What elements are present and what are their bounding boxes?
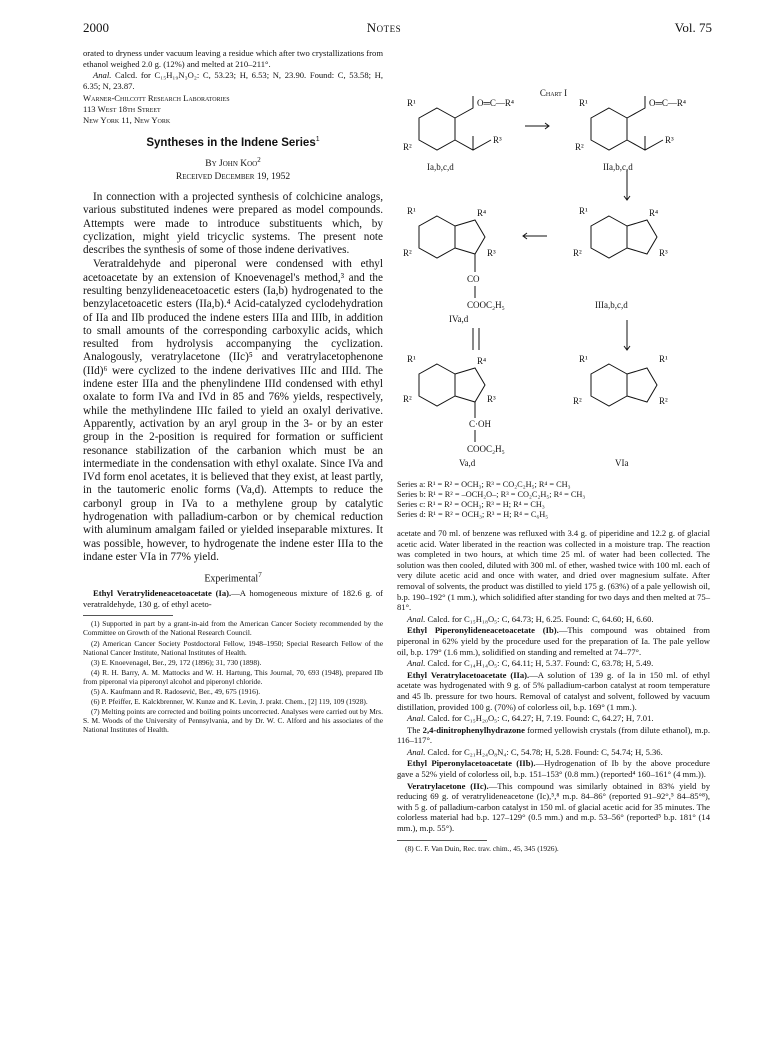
footnote: (2) American Cancer Society Postdoctoral Fellow, 1948–1950; Special Research Fellow of the National Cancer Institute, National Institutes of Health. <box>83 638 383 657</box>
label-R2: R² <box>573 396 582 406</box>
label-R2: R² <box>403 394 412 404</box>
label-ester: COOC₂H₅ <box>467 300 505 310</box>
procedure-paragraph <box>397 670 710 712</box>
series-line: Series c: R¹ = R² = OCH₃; R³ = H; R⁴ = CH₃ <box>397 500 545 509</box>
footnote: (8) C. F. Van Duin, Rec. trav. chim., 45, 345 (1926). <box>405 843 559 853</box>
series-legend <box>397 480 710 520</box>
received-date: Received December 19, 1952 <box>175 172 291 183</box>
procedure-paragraph <box>397 758 710 779</box>
structure-IIIa <box>591 216 657 258</box>
running-head: Notes <box>366 20 402 35</box>
procedure-paragraph <box>397 625 710 657</box>
anal-values: Calcd. for C₁₅H₁₈O₅: C, 64.73; H, 6.25. Found: C, 64.60; H, 6.60. <box>427 613 654 624</box>
author: By John Koo <box>205 158 258 169</box>
footnote: (1) Supported in part by a grant-in-aid from the American Cancer Society recommended by the Committee on Growth of the National Research Council. <box>83 619 383 638</box>
anal-label: Anal. <box>407 613 426 624</box>
anal-values: Calcd. for C₂₁H₂₄O₈N₄: C, 54.78; H, 5.28. Found: C, 54.74; H, 5.36. <box>427 746 663 757</box>
affiliation-line: New York 11, New York <box>83 114 171 125</box>
structure-Va <box>419 364 485 442</box>
compound-label-IIa: IIa,b,c,d <box>603 162 633 172</box>
label-R1: R¹ <box>407 98 416 108</box>
label-R2: R² <box>573 248 582 258</box>
procedure-text: —This compound was obtained from piperonal in 62% yield by the procedure used for the preparation of Ia. The pale yellow oil, b.p. 179° (1.6 mm.), solidified on standing and remelted at 74–77°. <box>397 625 710 657</box>
footnote: (4) R. H. Barry, A. M. Mattocks and W. H. Hartung, This Journal, 70, 693 (1948), prepared IIb from piperonal via piperonyl alcohol and piperonyl chloride. <box>83 667 383 686</box>
procedure-paragraph <box>397 781 710 834</box>
previous-analysis <box>83 70 383 91</box>
section-heading-text: Experimental <box>204 573 259 585</box>
label-R3: R³ <box>659 248 668 258</box>
label-R1: R¹ <box>579 206 588 216</box>
procedure-text: —A homogeneous mixture of 182.6 g. of veratraldehyde, 130 g. of ethyl aceto- <box>83 588 383 609</box>
series-line: Series d: R¹ = R² = OCH₃; R³ = H; R⁴ = C₆H₅ <box>397 510 549 519</box>
label-R2: R² <box>575 142 584 152</box>
anal-label: Anal. <box>93 70 112 81</box>
left-column <box>83 48 383 735</box>
label-R4: R⁴ <box>477 356 487 366</box>
compound-label-IIIa: IIIa,b,c,d <box>595 300 628 310</box>
article-title <box>83 135 383 148</box>
procedure-heading: Ethyl Piperonylideneacetoacetate (Ib). <box>407 625 559 636</box>
series-line: Series a: R¹ = R² = OCH₃; R³ = CO₂C₂H₅; R⁴ = CH₃ <box>397 480 571 489</box>
compound-label-VIa: VIa <box>615 458 629 468</box>
section-heading <box>83 570 383 585</box>
label-R1: R¹ <box>407 206 416 216</box>
footnote: (5) A. Kaufmann and R. Radosević, Ber., 49, 675 (1916). <box>91 687 261 696</box>
affiliation-line: Warner-Chilcott Research Laboratories <box>83 93 230 104</box>
anal-label: Anal. <box>407 713 426 724</box>
procedure-text: —This compound was similarly obtained in 83% yield by reducing 69 g. of veratrylideneacetone (Ic),⁵,⁸ m.p. 84–86° (reported 91–92°,⁵ 84–85°⁸), with 5 g. of palladium-carbon catalyst in 150 ml. of glacial acetic acid for 35 minutes. The colorless material had b.p. 127–129° (0.5 mm.) and m.p. 53–56° (reported⁵ b.p. 181° (14 mm.), m.p. 55°). <box>397 780 710 834</box>
label-R1: R¹ <box>579 354 588 364</box>
footnote: (7) Melting points are corrected and boiling points uncorrected. Analyses were carried out by Mrs. S. M. Woods of the University of Pennsylvania, and by Dr. W. C. Alford and his associates of the National Institutes of Health. <box>83 707 383 735</box>
label-R3: R³ <box>665 135 674 145</box>
label-R2: R² <box>403 142 412 152</box>
label-R1: R¹ <box>407 354 416 364</box>
author-footnote-mark: 2 <box>257 155 261 164</box>
reaction-chart <box>397 88 710 478</box>
page-number: 2000 <box>83 20 109 35</box>
analysis-line <box>397 713 710 724</box>
label-R3: R³ <box>487 248 496 258</box>
procedure-heading: Ethyl Piperonylacetoacetate (IIb). <box>407 758 536 769</box>
chart-title: Chart I <box>539 88 568 98</box>
procedure-text: —A solution of 139 g. of Ia in 150 ml. of ethyl acetate was hydrogenated with 9 g. of 5% palladium-carbon catalyst at room temperature and 45 lb. pressure for two hours. Removal of catalyst and solvent, followed by vacuum distillation, provided 100 g. (70%) of colorless oil, b.p. 169° (1 mm.). <box>397 669 710 712</box>
label-R3: R³ <box>487 394 496 404</box>
footnote: (3) E. Knoevenagel, Ber., 29, 172 (1896); 31, 730 (1898). <box>91 657 262 667</box>
procedure-heading: 2,4-dinitrophenylhydrazone <box>422 724 525 735</box>
intro-paragraph: Veratraldehyde and piperonal were condensed with ethyl acetoacetate by an extension of Knoevenagel's method,³ and the resulting benzylideneacetoacetic esters (Ia,b) hydrogenated to the benzylacetoacetic esters (IIa,b).⁴ Acid-catalyzed cyclodehydration of IIa and IIb produced the indene esters IIIa and IIIb, in addition to small amounts of the corresponding carboxylic acids, which resulted from hydrolysis accompanying the cyclization. Analogously, veratrylacetone (IIc)⁵ and veratrylacetophenone (IId)⁶ were cyclized to the indene derivatives IIIc and IIId. The indene ester IIIa and the phenylindene IIId condensed with ethyl oxalate to form IVa and IVd in 85 and 76% yields, respectively, while the methylindene IIIc failed to yield an oxalyl derivative. Apparently, activation by an aryl group in the 3- or by an ester group in the 2-position is required for formation or sufficient resonance stabilization of the carbanion which must be an intermediate in the condensation with ethyl oxalate. Since IVa and IVd form enol acetates, it is believed that they exist, at least partly, in the tautomeric enolic forms (Va,d). Attempts to reduce the carbonyl group in IVa to a methylene group by catalytic hydrogenation with palladium-carbon or by chemical reduction with aluminum amalgam failed or yielded inseparable mixtures. It was possible, however, to hydrogenate the indene ester IIIa to the indane ester VIa in 77% yield. <box>83 258 383 563</box>
analysis-line <box>397 614 710 625</box>
procedure-heading: Ethyl Veratrylacetoacetate (IIa). <box>407 669 530 680</box>
right-column-text <box>397 528 710 854</box>
anal-values: Calcd. for C₁₄H₁₄O₅: C, 64.11; H, 5.37. Found: C, 63.78; H, 5.49. <box>427 658 654 669</box>
label-R3: R³ <box>493 135 502 145</box>
compound-label-Ia: Ia,b,c,d <box>427 162 454 172</box>
label-CO: CO <box>467 274 480 284</box>
label-R4: R⁴ <box>649 208 659 218</box>
analysis-line <box>397 747 710 758</box>
label-R1: R¹ <box>659 354 668 364</box>
footnote: (6) P. Pfeiffer, E. Kalckbrenner, W. Kunze and K. Levin, J. prakt. Chem., [2] 119, 109 (1928). <box>91 697 368 707</box>
analysis-line <box>397 658 710 669</box>
procedure-paragraph <box>83 588 383 609</box>
affiliation-line: 113 West 18th Street <box>83 103 161 114</box>
label-carbonyl: O═C—R⁴ <box>477 98 515 108</box>
anal-label: Anal. <box>407 746 426 757</box>
label-carbonyl: O═C—R⁴ <box>649 98 687 108</box>
footnote-rule <box>83 615 173 616</box>
label-ester: COOC₂H₅ <box>467 444 505 454</box>
procedure-text: The <box>407 724 423 735</box>
procedure-paragraph: acetate and 70 ml. of benzene was refluxed with 3.4 g. of piperidine and 12.2 g. of glacial acetic acid. Water liberated in the reaction was collected in a moisture trap. The reaction was completed in two hours, at which time 25 ml. of water had been collected. The solution was then cooled, diluted with 300 ml. of ether, washed twice with 100 ml. each of very dilute acetic acid and once with water, and dried over magnesium sulfate. After removal of solvents, the product was distilled to yield 175 g. (63%) of a pale yellowish oil, b.p. 190–192° (1 mm.), which solidified after standing for two days and then melted at 75–81°. <box>397 528 710 613</box>
section-footnote-mark: 7 <box>258 571 262 580</box>
anal-label: Anal. <box>407 658 426 669</box>
label-R1: R¹ <box>579 98 588 108</box>
procedure-heading: Ethyl Veratrylideneacetoacetate (Ia). <box>93 588 232 599</box>
reaction-scheme <box>397 88 710 478</box>
title-footnote-mark: 1 <box>315 136 320 144</box>
procedure-heading: Veratrylacetone (IIc). <box>407 780 489 791</box>
label-enol: C·OH <box>469 419 491 429</box>
label-R2: R² <box>659 396 668 406</box>
structure-IVa <box>419 216 485 298</box>
volume-label: Vol. 75 <box>674 20 712 35</box>
compound-label-Va: Va,d <box>459 458 476 468</box>
title-text: Syntheses in the Indene Series <box>146 136 316 149</box>
anal-values: Calcd. for C₁₅H₁₉N₃O₂: C, 53.23; H, 6.53; N, 23.90. Found: C, 53.58; H, 6.35; N, 23.87. <box>83 70 384 91</box>
label-R2: R² <box>403 248 412 258</box>
anal-values: Calcd. for C₁₅H₂₀O₅: C, 64.27; H, 7.19. Found: C, 64.27; H, 7.01. <box>427 713 654 724</box>
intro-paragraph: In connection with a projected synthesis of colchicine analogs, various substituted indenes were prepared as model compounds. Attempts were made to introduce substituents which, by cyclization, might yield tricyclic systems. The present note describes the synthesis of some of those indene derivatives. <box>83 190 383 257</box>
procedure-text: formed yellowish crystals (from dilute ethanol), m.p. 116–117°. <box>397 724 710 746</box>
byline <box>83 155 383 170</box>
series-line: Series b: R¹ = R² = –OCH₂O–; R³ = CO₂C₂H₅; R⁴ = CH₃ <box>397 490 586 499</box>
procedure-paragraph <box>397 725 710 746</box>
compound-label-IVa: IVa,d <box>449 314 469 324</box>
structure-VIa <box>591 364 657 406</box>
footnote-rule <box>397 840 487 841</box>
previous-article-end: orated to dryness under vacuum leaving a residue which after two crystallizations from ethanol weighed 2.0 g. (12%) and melted at 210–211°. <box>83 48 383 69</box>
label-R4: R⁴ <box>477 208 487 218</box>
procedure-text: —Hydrogenation of Ib by the above procedure gave a 52% yield of colorless oil, b.p. 151–153° (0.8 mm.) (reported⁴ 160–161° (4 mm.)). <box>397 758 710 780</box>
